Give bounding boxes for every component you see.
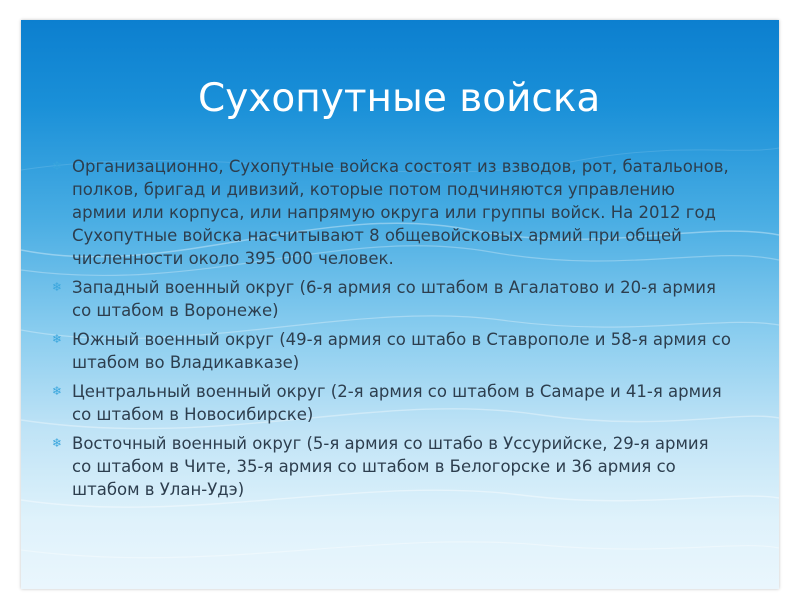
snowflake-bullet-icon: ❄: [52, 159, 63, 173]
bullet-text: Западный военный округ (6-я армия со штабом в Агалатово и 20-я армия со штабом в Воронеже): [72, 278, 716, 320]
snowflake-bullet-icon: ❄: [52, 384, 63, 398]
bullet-item: [52, 432, 732, 501]
slide: [21, 20, 779, 589]
snowflake-bullet-icon: ❄: [52, 280, 63, 294]
snowflake-bullet-icon: ❄: [52, 332, 63, 346]
bullet-item: [52, 276, 732, 322]
bullet-list: [52, 155, 732, 507]
bullet-text: Центральный военный округ (2-я армия со штабом в Самаре и 41-я армия со штабом в Новосибирске): [72, 382, 722, 424]
bullet-item: [52, 155, 732, 270]
snowflake-bullet-icon: ❄: [52, 436, 63, 450]
bullet-item: [52, 328, 732, 374]
bullet-text: Южный военный округ (49-я армия со штабо в Ставрополе и 58-я армия со штабом во Владикавказе): [72, 330, 731, 372]
bullet-text: Организационно, Сухопутные войска состоят из взводов, рот, батальонов, полков, бригад и дивизий, которые потом подчиняются управлению армии или корпуса, или напрямую округа или группы войск. На 2012 год Сухопутные войска насчитывают 8 общевойсковых армий при общей численности около 395 000 человек.: [72, 157, 729, 268]
slide-title: Сухопутные войска: [198, 76, 601, 121]
bullet-item: [52, 380, 732, 426]
bullet-text: Восточный военный округ (5-я армия со штабо в Уссурийске, 29-я армия со штабом в Чите, 35-я армия со штабом в Белогорске и 36 армия со штабом в Улан-Удэ): [72, 434, 709, 499]
